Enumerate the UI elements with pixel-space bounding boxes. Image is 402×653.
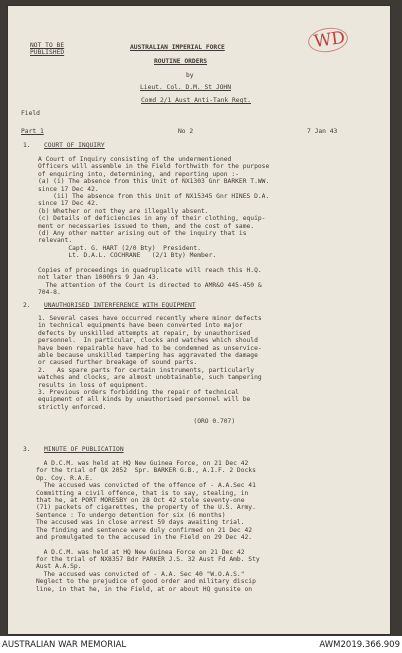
body-line — [36, 541, 260, 548]
archive-source: AUSTRALIAN WAR MEMORIAL — [2, 640, 127, 650]
body-line: Aust A.A.Sp. — [36, 563, 82, 571]
section-number: 2. — [23, 302, 31, 309]
body-line: line, in that he, in the Field, at or about HQ gunsite on — [36, 585, 253, 593]
body-line: The attention of the Court is directed to AMR&O 445-450 & — [38, 281, 262, 289]
unit-name: AUSTRALIAN IMPERIAL FORCE — [130, 44, 225, 51]
section-heading: UNAUTHORISED INTERFERENCE WITH EQUIPMENT — [44, 302, 196, 309]
handwritten-annotation: WD — [312, 27, 347, 53]
body-line: in technical equipments have been converted into major — [38, 322, 243, 330]
body-line: A D.C.M. was held at HQ New Guinea Force, on 21 Dec 42 — [36, 460, 249, 467]
body-line: A D.C.M. was held at HQ New Guinea Force on 21 Dec 42 — [36, 548, 245, 556]
body-line: for the trial of QX 2052 Spr. BARKER G.B., A.I.F. 2 Docks — [36, 467, 256, 475]
body-line: The accused was in close arrest 59 days awaiting trial. — [36, 519, 245, 527]
section-body — [38, 156, 269, 296]
body-line: able because unskilled tampering has aggravated the damage — [38, 351, 258, 359]
body-line: not later than 1000hrs 9 Jan 43. — [38, 274, 160, 282]
body-line: (c) Details of deficiencies in any of their clothing, equip- — [38, 215, 266, 223]
archive-accession-number: AWM2019.366.909 — [319, 640, 400, 650]
body-line: A Court of Inquiry consisting of the undermentioned — [38, 156, 232, 163]
body-line: The finding and sentence were duly confirmed on 21 Dec 42 — [36, 526, 253, 534]
body-line: 2. As spare parts for certain instruments, particularly — [38, 366, 255, 374]
body-line: Sentence : To undergo detention for six (6 months) — [36, 511, 226, 519]
body-line: Lt. D.A.L. COCHRANE (2/1 Bty) Member. — [38, 252, 217, 260]
body-line: since 17 Dec 42. — [38, 200, 99, 208]
body-line: (d) Any other matter arising out of the inquiry that is — [38, 229, 247, 237]
body-line: (ORO 0.707) — [38, 418, 236, 426]
body-line — [38, 259, 269, 266]
body-line: and promulgated to the accused in the Field on 29 Dec 42. — [36, 533, 253, 541]
document-page — [8, 6, 390, 634]
body-line: 704-8. — [38, 289, 61, 297]
body-line: (ii) The absence from this Unit of NX15345 Gnr HINES D.A. — [38, 192, 270, 200]
body-line: (a) (i) The absence from this Unit of NX1303 Gnr BARKER T.WW. — [38, 178, 270, 186]
section-number: 1. — [23, 142, 31, 149]
location-field: Field — [21, 110, 40, 117]
body-line: 1. Several cases have occurred recently where minor defects — [38, 315, 262, 322]
body-line: results in loss of equipment. — [38, 381, 148, 389]
body-line: have been repairable have had to be condemned as unservice- — [38, 344, 262, 352]
body-line: Neglect to the prejudice of good order and military discip — [36, 578, 256, 586]
body-line: 3. Previous orders forbidding the repair of technical — [38, 388, 239, 396]
archive-footer — [0, 636, 402, 653]
body-line: Copies of proceedings in quadruplicate will reach this H.Q. — [38, 266, 262, 274]
body-line: relevant. — [38, 237, 73, 245]
author-line: Lieut. Col. D.M. St JOHN — [140, 84, 231, 91]
body-line: strictly enforced. — [38, 403, 107, 411]
body-line: Officers will assemble in the Field forthwith for the purpose — [38, 163, 270, 171]
order-date: 7 Jan 43 — [307, 128, 338, 135]
section-body — [36, 460, 260, 593]
body-line: since 17 Dec 42. — [38, 185, 99, 193]
command-line: Comd 2/1 Aust Anti-Tank Regt. — [141, 97, 251, 104]
body-line: The accused was convicted of - A.A. Sec 40 "W.O.A.S." — [36, 570, 245, 578]
by-line: by — [186, 72, 194, 79]
part-label: Part 1 — [21, 128, 44, 135]
section-heading: COURT OF INQUIRY — [44, 142, 105, 149]
body-line: for the trial of NX8357 Bdr PARKER J.S. 32 Aust Fd Amb. Sty — [36, 556, 260, 564]
body-line: Capt. G. HART (2/0 Bty) President. — [38, 244, 202, 252]
body-line: ment or necessaries issued to them, and the cost of same. — [38, 222, 255, 230]
body-line: personnel. In particular, clocks and watches which should — [38, 337, 258, 345]
body-line: defects by unskilled attempts at repair, by unauthorised — [38, 329, 251, 337]
body-line: (71) packets of cigarettes, the property of the U.S. Army. — [36, 504, 256, 512]
body-line: Committing a civil offence, that is to say, stealing, in — [36, 489, 249, 497]
section-heading: MINUTE OF PUBLICATION — [44, 446, 124, 453]
document-title: ROUTINE ORDERS — [154, 58, 208, 65]
section-number: 3. — [23, 446, 31, 453]
restriction-note-line2: PUBLISHED — [30, 49, 65, 56]
body-line: equipment of all kinds by unauthorised personnel will be — [38, 396, 251, 404]
body-line: of enquiring into, determining, and reporting upon :- — [38, 170, 239, 178]
section-body — [38, 315, 262, 426]
body-line — [38, 411, 262, 418]
order-number: No 2 — [178, 128, 194, 135]
restriction-note-line1: NOT TO BE — [30, 42, 65, 49]
body-line: Op. Coy. R.A.E. — [36, 474, 93, 482]
body-line: or caused further breakage of sound parts. — [38, 359, 198, 367]
body-line: (b) Whether or not they are illegally absent. — [38, 207, 209, 215]
body-line: The accused was convicted of the offence of - A.A.Sec 41 — [36, 482, 256, 490]
body-line: that he, at PORT MORESBY on 28 Oct 42 stole seventy-one — [36, 496, 245, 504]
body-line: watches and clocks, are almost unobtainable, such tampering — [38, 374, 262, 382]
